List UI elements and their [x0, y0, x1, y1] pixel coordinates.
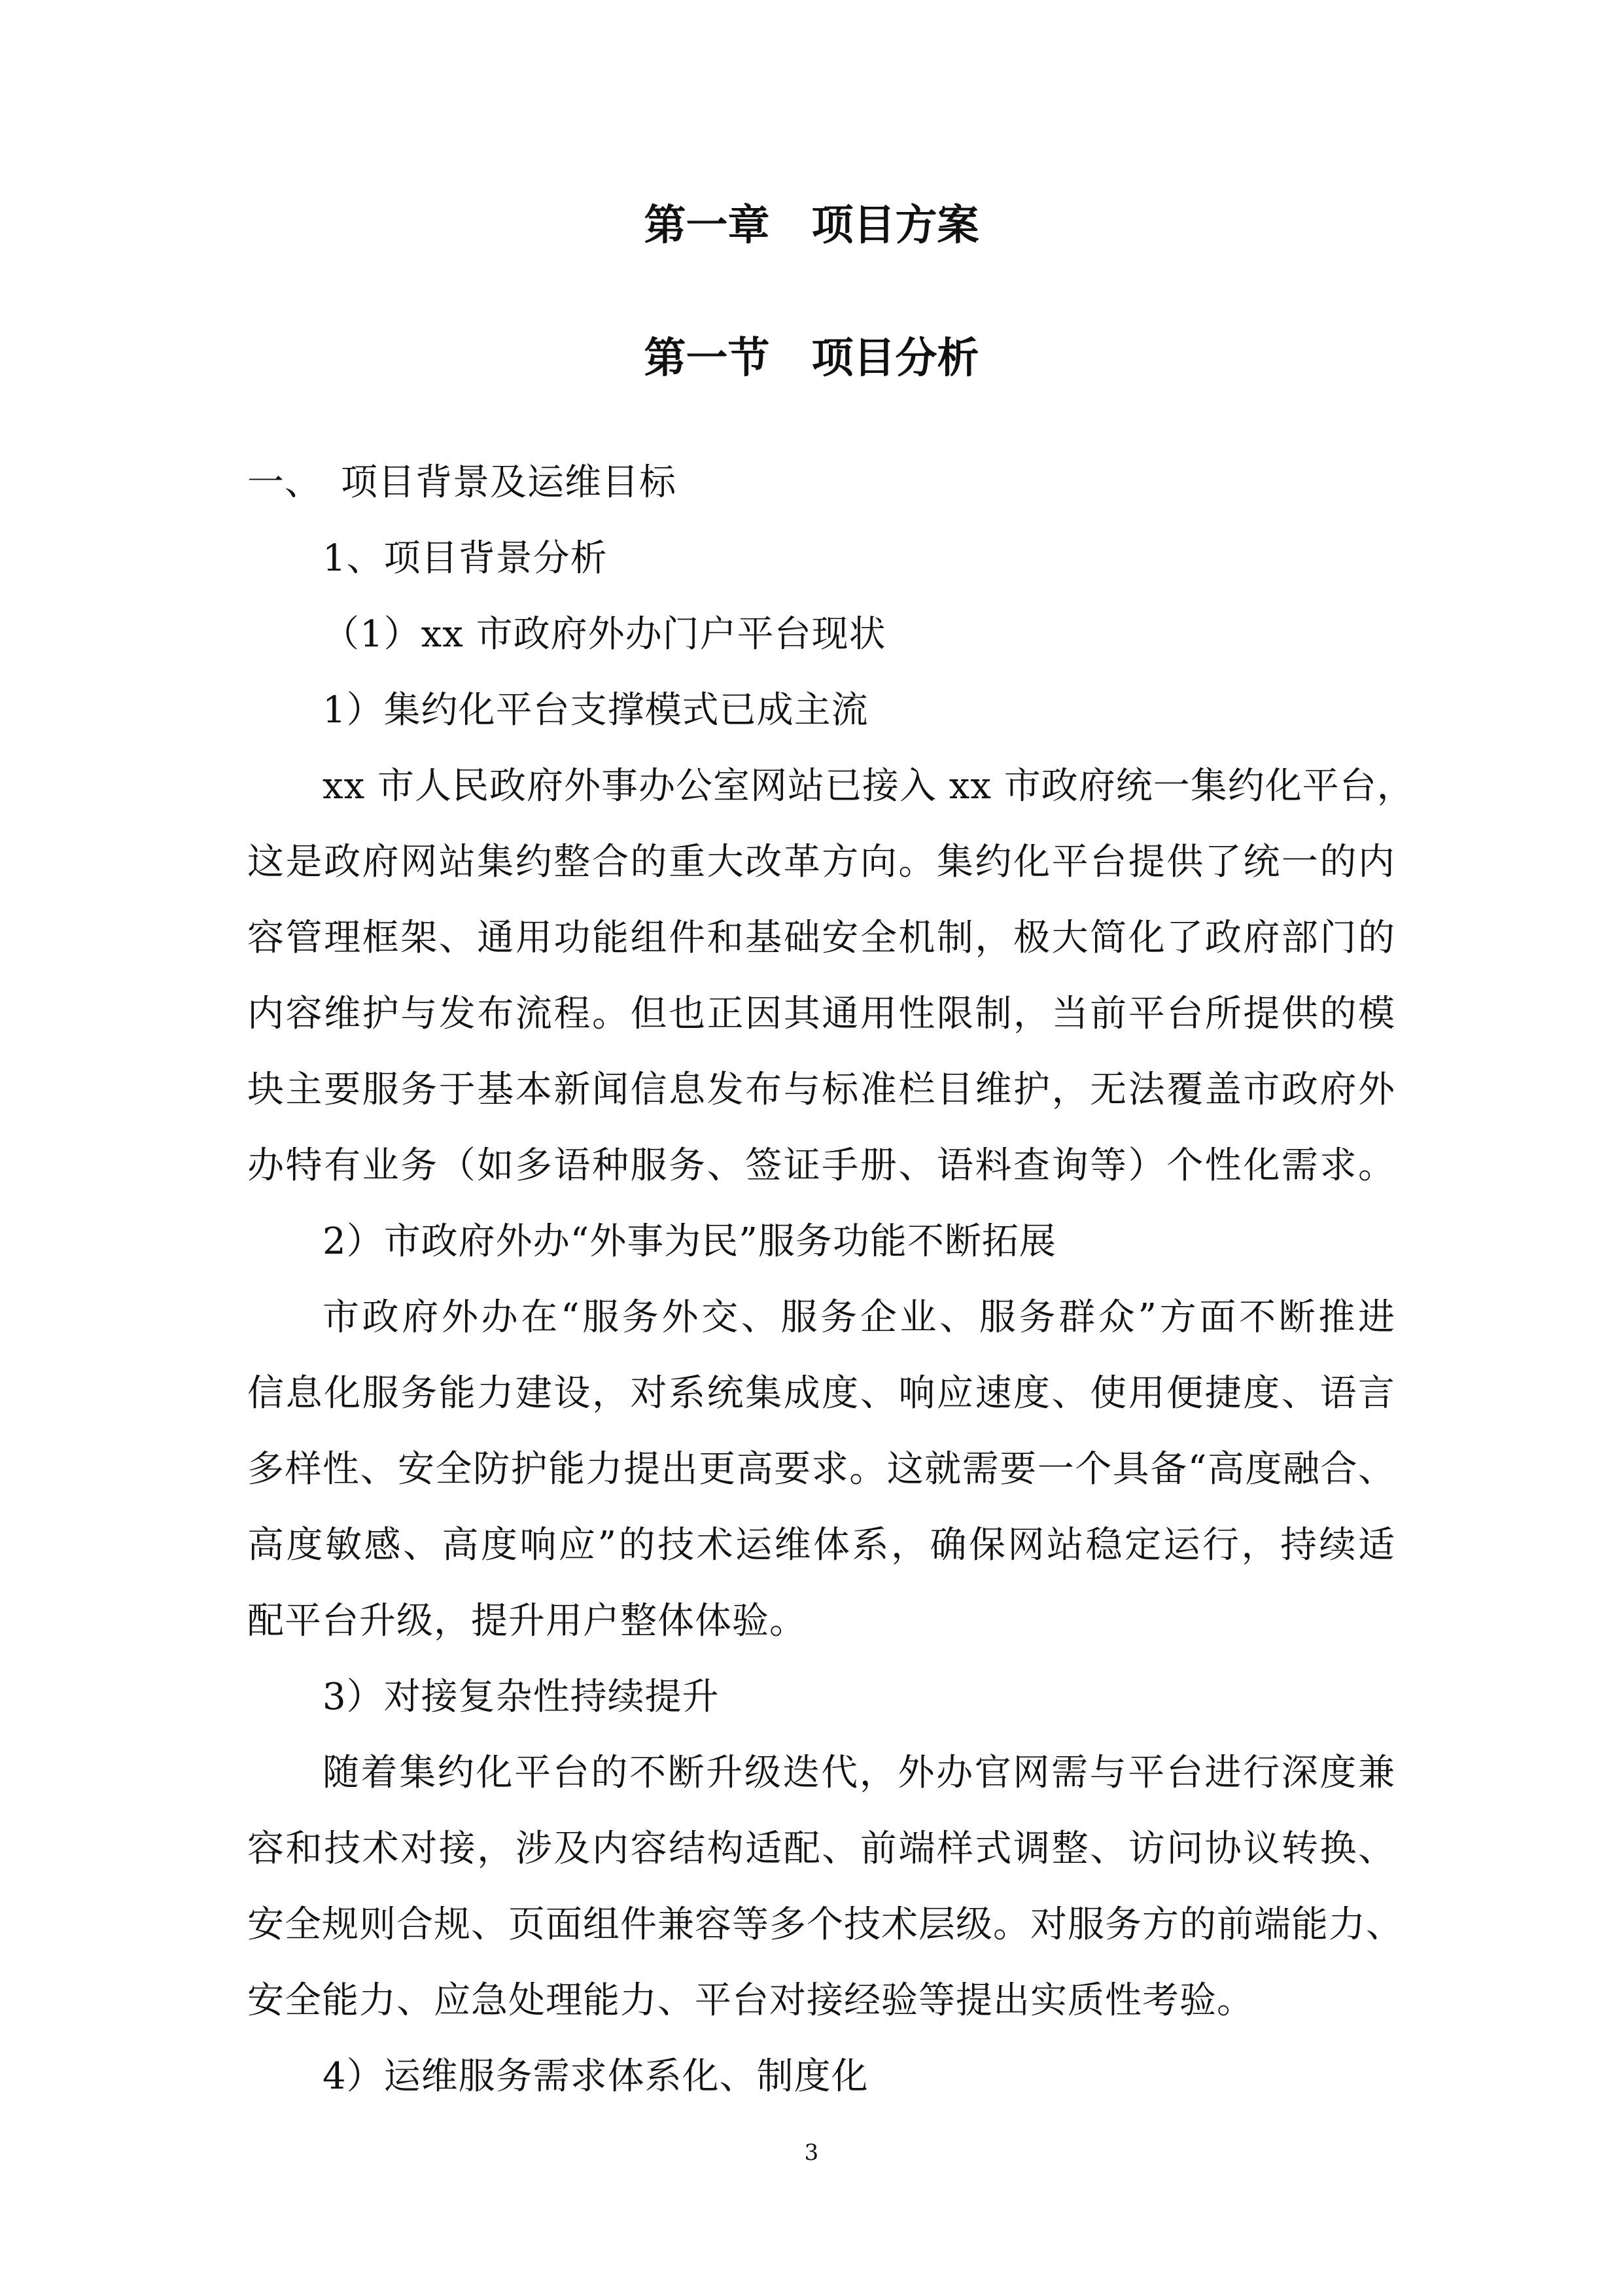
paragraph-line: 随着集约化平台的不断升级迭代，外办官网需与平台进行深度兼 — [323, 1752, 1395, 1794]
paragraph-line: 容和技术对接，涉及内容结构适配、前端样式调整、访问协议转换、 — [247, 1828, 1395, 1870]
item-title: 3）对接复杂性持续提升 — [323, 1676, 720, 1718]
heading-level2: 1、项目背景分析 — [323, 537, 608, 580]
paragraph-line: 高度敏感、高度响应”的技术运维体系，确保网站稳定运行，持续适 — [247, 1524, 1395, 1566]
paragraph-line: 这是政府网站集约整合的重大改革方向。集约化平台提供了统一的内 — [247, 841, 1395, 883]
paragraph-line: 信息化服务能力建设，对系统集成度、响应速度、使用便捷度、语言 — [247, 1372, 1395, 1415]
paragraph-line: 内容维护与发布流程。但也正因其通用性限制，当前平台所提供的模 — [247, 993, 1395, 1035]
paragraph-line: 容管理框架、通用功能组件和基础安全机制，极大简化了政府部门的 — [247, 917, 1395, 959]
paragraph-line: 多样性、安全防护能力提出更高要求。这就需要一个具备“高度融合、 — [247, 1448, 1395, 1491]
paragraph-line: 办特有业务（如多语种服务、签证手册、语料查询等）个性化需求。 — [247, 1144, 1395, 1187]
item-title: 4）运维服务需求体系化、制度化 — [323, 2055, 869, 2098]
item-title: 2）市政府外办“外事为民”服务功能不断拓展 — [323, 1220, 1056, 1263]
paragraph-line: 安全规则合规、页面组件兼容等多个技术层级。对服务方的前端能力、 — [247, 1903, 1403, 1946]
chapter-title: 第一章 项目方案 — [644, 201, 979, 250]
paragraph-line: 块主要服务于基本新闻信息发布与标准栏目维护，无法覆盖市政府外 — [247, 1069, 1395, 1111]
paragraph-line: xx 市人民政府外事办公室网站已接入 xx 市政府统一集约化平台， — [323, 765, 1414, 807]
item-title: 1）集约化平台支撑模式已成主流 — [323, 689, 869, 732]
heading-level1: 一、 项目背景及运维目标 — [247, 461, 676, 504]
section-title: 第一节 项目分析 — [644, 334, 979, 383]
heading-level3: （1）xx 市政府外办门户平台现状 — [323, 613, 886, 656]
paragraph-line: 配平台升级，提升用户整体体验。 — [247, 1600, 807, 1642]
paragraph-line: 安全能力、应急处理能力、平台对接经验等提出实质性考验。 — [247, 1979, 1254, 2022]
page-number: 3 — [804, 2140, 819, 2166]
paragraph-line: 市政府外办在“服务外交、服务企业、服务群众”方面不断推进 — [323, 1296, 1395, 1339]
